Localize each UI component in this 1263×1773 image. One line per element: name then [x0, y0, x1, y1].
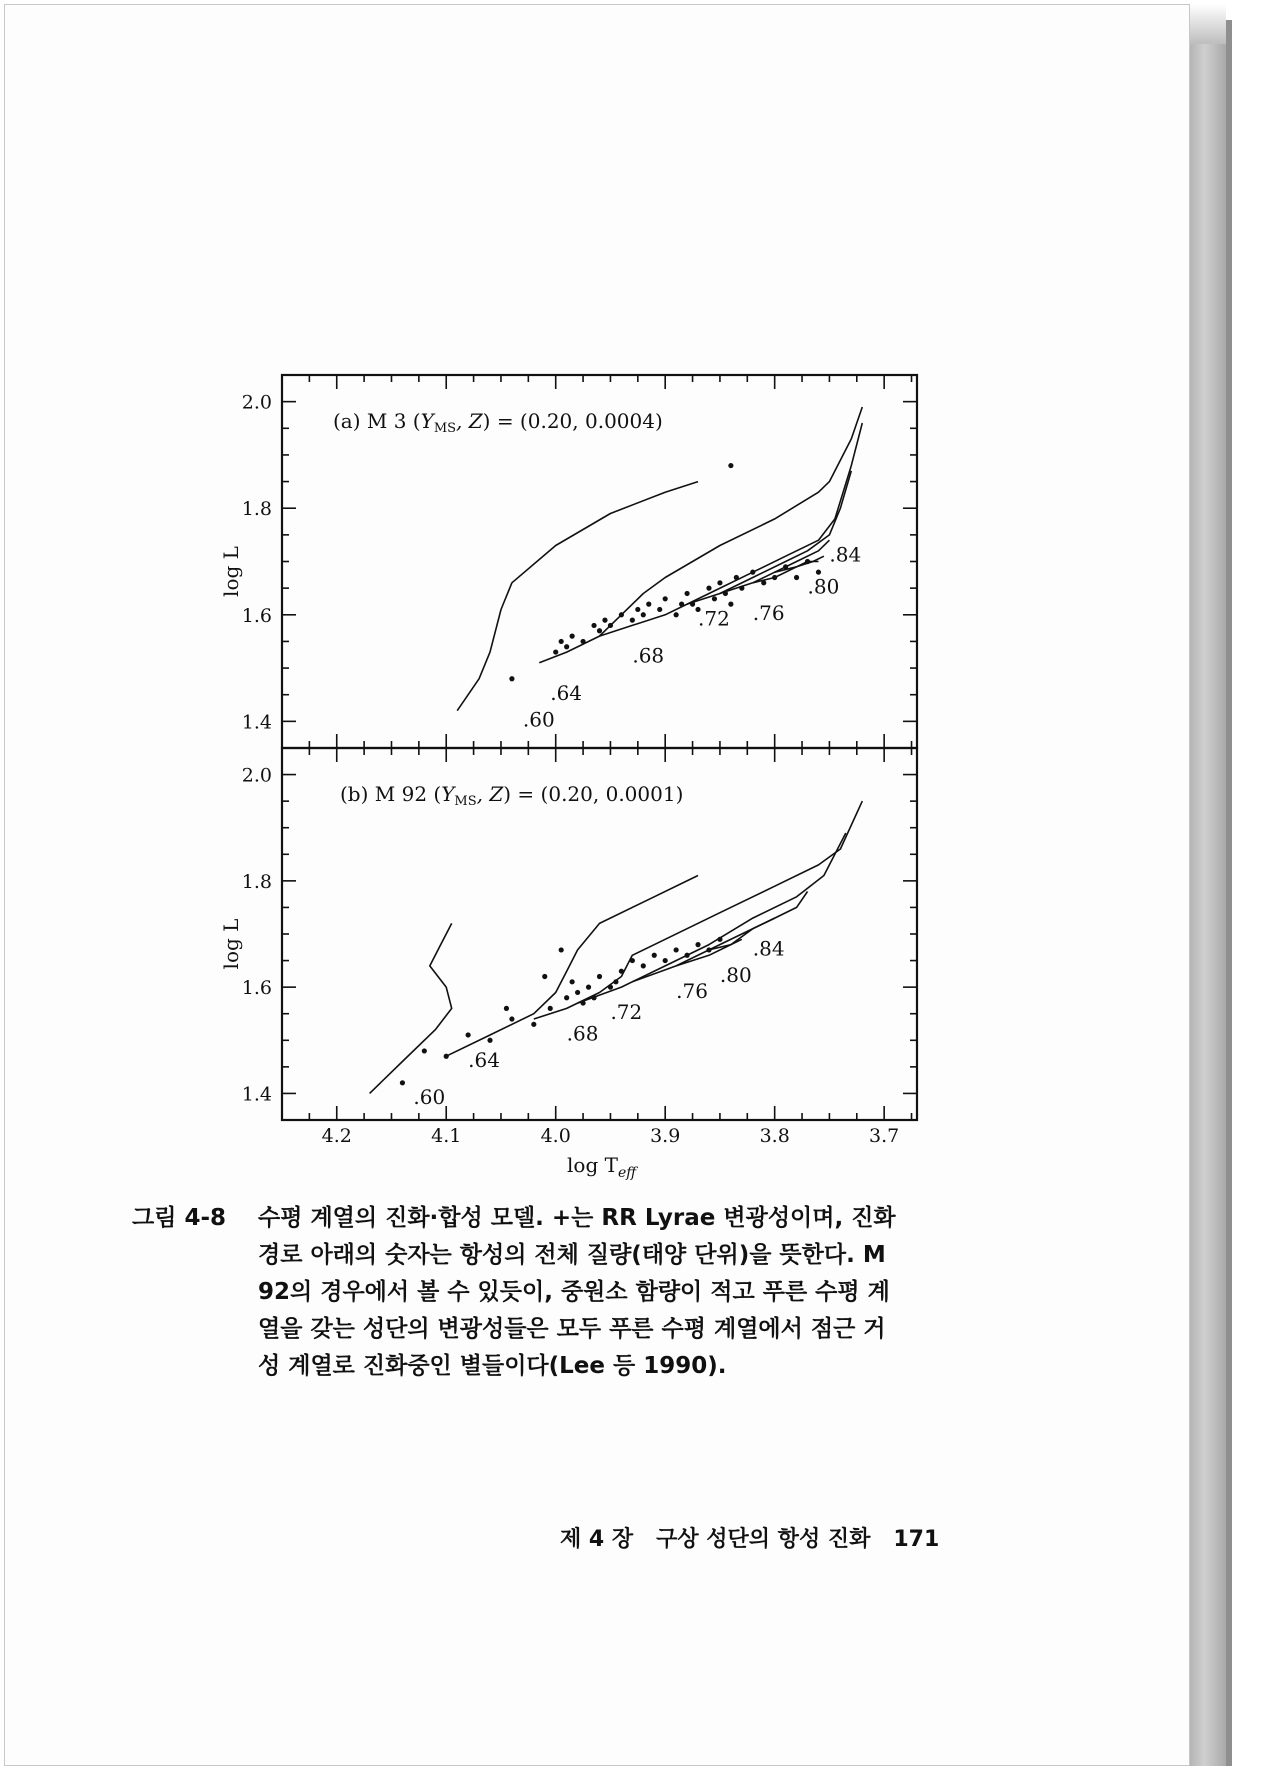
figure-panels	[219, 375, 917, 1120]
star-point	[663, 958, 668, 963]
star-point	[630, 958, 635, 963]
star-point	[717, 580, 722, 585]
star-point	[608, 623, 613, 628]
star-point	[570, 979, 575, 984]
star-point	[559, 947, 564, 952]
mass-label: .68	[566, 1021, 599, 1046]
star-point	[613, 979, 618, 984]
page-number: 171	[893, 1527, 940, 1552]
star-point	[580, 639, 585, 644]
star-point	[739, 586, 744, 591]
star-point	[509, 1016, 514, 1021]
mass-label: .80	[719, 962, 752, 987]
star-point	[674, 947, 679, 952]
panel-a	[219, 375, 917, 748]
x-tick-label: 4.0	[540, 1125, 571, 1147]
star-point	[684, 953, 689, 958]
mass-label: .64	[550, 681, 583, 706]
y-tick-label: 2.0	[241, 764, 272, 787]
caption-line: 92의 경우에서 볼 수 있듯이, 중원소 함량이 적고 푸른 수평 계	[258, 1279, 890, 1305]
mass-label: .84	[829, 542, 862, 567]
star-point	[400, 1080, 405, 1085]
star-point	[487, 1038, 492, 1043]
mass-label: .76	[752, 601, 785, 626]
caption-label: 그림 4-8	[132, 1205, 226, 1231]
mass-label: .60	[413, 1085, 446, 1110]
star-point	[679, 602, 684, 607]
panel-b	[219, 748, 917, 1120]
star-point	[657, 607, 662, 612]
star-point	[444, 1054, 449, 1059]
star-point	[564, 644, 569, 649]
y-axis-label: log L	[219, 918, 243, 970]
mass-label: .64	[468, 1047, 500, 1072]
star-point	[723, 591, 728, 596]
star-point	[690, 602, 695, 607]
star-point	[422, 1048, 427, 1053]
star-point	[641, 963, 646, 968]
panel-title: (b) M 92 ($Y_{MS}$, Z) = (0.20, 0.0001)	[340, 782, 684, 809]
star-point	[706, 586, 711, 591]
mass-label: .84	[752, 936, 785, 961]
y-tick-label: 1.4	[241, 1083, 272, 1106]
star-point	[570, 634, 575, 639]
star-point	[772, 575, 777, 580]
caption-line: 경로 아래의 숫자는 항성의 전체 질량(태양 단위)을 뜻한다. M	[258, 1242, 886, 1268]
star-point	[635, 607, 640, 612]
chapter-title: 제 4 장 구상 성단의 항성 진화	[560, 1527, 871, 1552]
y-tick-label: 1.8	[241, 870, 272, 893]
star-point	[652, 953, 657, 958]
mass-label: .80	[807, 574, 840, 599]
star-point	[805, 559, 810, 564]
star-point	[586, 985, 591, 990]
star-point	[608, 985, 613, 990]
star-point	[580, 1000, 585, 1005]
x-tick-label: 3.8	[759, 1125, 790, 1147]
mass-label: .76	[676, 978, 708, 1003]
star-point	[559, 639, 564, 644]
mass-label: .60	[522, 707, 555, 732]
running-footer	[560, 1522, 939, 1553]
figure-caption	[132, 1200, 1002, 1385]
star-point	[591, 623, 596, 628]
star-point	[783, 564, 788, 569]
caption-line: 열을 갖는 성단의 변광성들은 모두 푸른 수평 계열에서 점근 거	[258, 1316, 886, 1342]
star-point	[542, 974, 547, 979]
x-axis	[322, 1125, 900, 1147]
star-point	[717, 937, 722, 942]
star-point	[794, 575, 799, 580]
star-point	[597, 974, 602, 979]
star-point	[564, 995, 569, 1000]
star-point	[728, 463, 733, 468]
star-point	[712, 596, 717, 601]
y-tick-label: 1.4	[241, 711, 272, 734]
mass-label: .68	[632, 643, 665, 668]
x-tick-label: 3.9	[650, 1125, 681, 1147]
star-point	[553, 649, 558, 654]
x-axis-label: $\log T_{eff}$	[567, 1153, 637, 1181]
star-point	[548, 1006, 553, 1011]
y-tick-label: 1.6	[241, 977, 272, 1000]
star-point	[734, 575, 739, 580]
caption-line: 수평 계열의 진화·합성 모델. +는 RR Lyrae 변광성이며, 진화	[258, 1205, 896, 1231]
star-point	[646, 602, 651, 607]
star-point	[575, 990, 580, 995]
star-point	[597, 628, 602, 633]
x-tick-label: 4.1	[431, 1125, 462, 1147]
star-point	[663, 596, 668, 601]
star-point	[761, 580, 766, 585]
y-tick-label: 2.0	[241, 391, 272, 414]
evolution-track-60	[370, 923, 452, 1093]
star-point	[630, 618, 635, 623]
y-tick-label: 1.8	[241, 498, 272, 521]
evolution-track-60	[457, 482, 698, 711]
y-axis-label: log L	[219, 546, 243, 597]
star-point	[641, 612, 646, 617]
star-point	[591, 995, 596, 1000]
caption-body	[258, 1200, 1002, 1385]
star-point	[509, 676, 514, 681]
star-point	[531, 1022, 536, 1027]
star-point	[602, 618, 607, 623]
y-tick-label: 1.6	[241, 604, 272, 627]
star-point	[706, 947, 711, 952]
evolution-track-72	[578, 833, 846, 1003]
star-point	[674, 612, 679, 617]
star-point	[466, 1032, 471, 1037]
mass-label: .72	[610, 1000, 643, 1025]
star-point	[504, 1006, 509, 1011]
star-point	[619, 612, 624, 617]
star-point	[695, 942, 700, 947]
mass-label: .72	[698, 606, 730, 631]
star-point	[750, 570, 755, 575]
star-point	[684, 591, 689, 596]
caption-line: 성 계열로 진화중인 별들이다(Lee 등 1990).	[258, 1353, 727, 1379]
panel-title: (a) M 3 ($Y_{MS}$, Z) = (0.20, 0.0004)	[333, 409, 663, 436]
x-tick-label: 3.7	[869, 1125, 900, 1147]
star-point	[619, 969, 624, 974]
x-tick-label: 4.2	[321, 1125, 352, 1147]
